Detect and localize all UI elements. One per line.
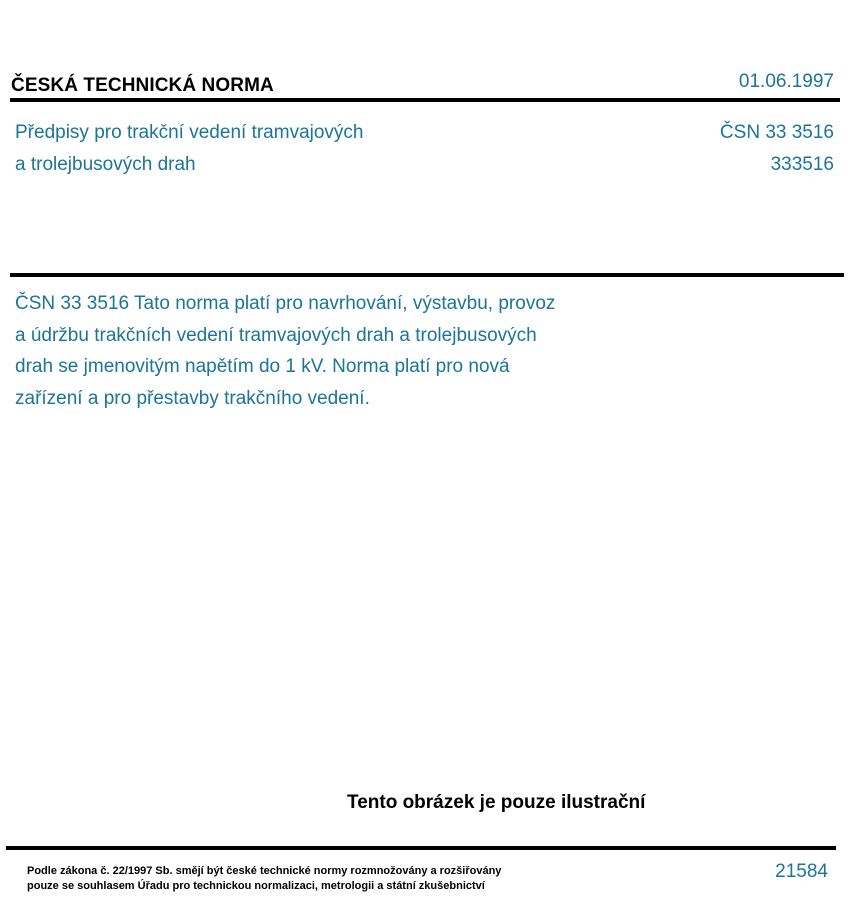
legal-line: pouze se souhlasem Úřadu pro technickou normalizaci, metrologii a státní zkušebnictví xyxy=(27,880,485,892)
standard-title-line: Předpisy pro trakční vedení tramvajových xyxy=(15,122,364,143)
legal-notice xyxy=(27,864,501,894)
publication-date: 01.06.1997 xyxy=(738,71,834,92)
catalog-number: 21584 xyxy=(775,861,828,882)
abstract-line: a údržbu trakčních vedení tramvajových drah a trolejbusových xyxy=(15,324,537,346)
abstract-text xyxy=(15,288,555,414)
top-divider xyxy=(10,98,840,102)
middle-divider xyxy=(10,273,844,277)
abstract-line: drah se jmenovitým napětím do 1 kV. Norma platí pro nová xyxy=(15,356,510,377)
abstract-line: zařízení a pro přestavby trakčního vedení. xyxy=(15,387,370,409)
bottom-divider xyxy=(6,846,836,850)
norm-type-heading: ČESKÁ TECHNICKÁ NORMA xyxy=(11,75,274,96)
standard-title xyxy=(15,117,364,181)
legal-line: Podle zákona č. 22/1997 Sb. smějí být české technické normy rozmnožovány a rozšiřovány xyxy=(27,865,502,877)
standard-title-line: a trolejbusových drah xyxy=(15,154,196,175)
class-number: 333516 xyxy=(770,154,834,175)
standard-code: ČSN 33 3516 xyxy=(719,122,834,143)
standard-identifiers xyxy=(720,117,834,181)
abstract-line: ČSN 33 3516 Tato norma platí pro navrhování, výstavbu, provoz xyxy=(15,293,556,314)
illustration-note: Tento obrázek je pouze ilustrační xyxy=(347,792,646,813)
